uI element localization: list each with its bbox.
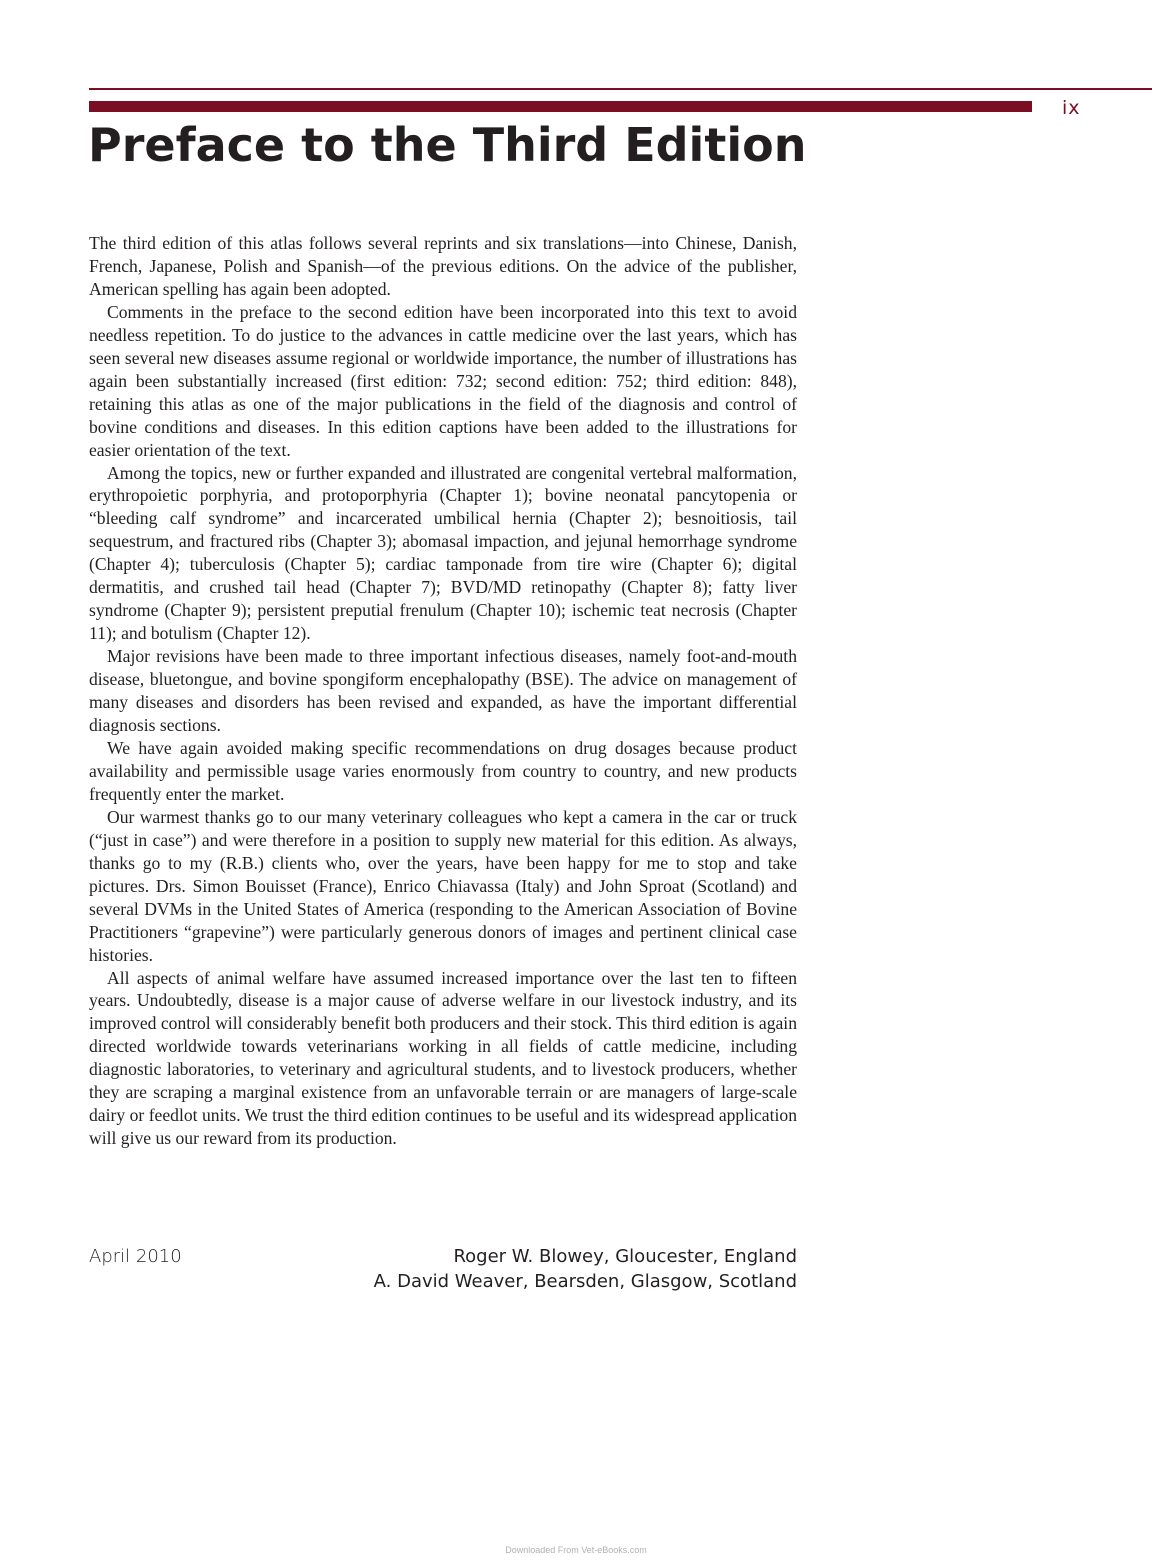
paragraph-6: Our warmest thanks go to our many veterinary colleagues who kept a camera in the car or truck (“just in case”) and were therefore in a position to supply new material for this edition. As always, thanks go to my (R.B.) clients who, over the years, have been happy for me to stop and take pictures. Drs. Simon Bouisset (France), Enrico Chiavassa (Italy) and John Sproat (Scotland) and several DVMs in the United States of America (responding to the American Association of Bovine Practitioners “grapevine”) were particularly generous donors of images and pertinent clinical case histories. [89, 806, 797, 965]
preface-body [89, 232, 797, 1150]
author-line-2: A. David Weaver, Bearsden, Glasgow, Scotland [373, 1271, 797, 1292]
signature-date: April 2010 [89, 1246, 182, 1267]
header-rule-thin [89, 88, 1152, 90]
paragraph-5: We have again avoided making specific recommendations on drug dosages because product availability and permissible usage varies enormously from country to country, and new products frequently enter the market. [89, 737, 797, 804]
paragraph-1: The third edition of this atlas follows several reprints and six translations—into Chinese, Danish, French, Japanese, Polish and Spanish—of the previous editions. On the advice of the publisher, American spelling has again been adopted. [89, 233, 797, 299]
signature-authors [300, 1244, 797, 1294]
paragraph-2: Comments in the preface to the second edition have been incorporated into this text to avoid needless repetition. To do justice to the advances in cattle medicine over the last years, which has seen several new diseases assume regional or worldwide importance, the number of illustrations has again been substantially increased (first edition: 732; second edition: 752; third edition: 848), retaining this atlas as one of the major publications in the field of the diagnosis and control of bovine conditions and diseases. In this edition captions have been added to the illustrations for easier orientation of the text. [89, 301, 797, 460]
page-title: Preface to the Third Edition [88, 118, 807, 172]
page-number: ix [1062, 97, 1081, 119]
download-watermark: Downloaded From Vet-eBooks.com [505, 1545, 647, 1555]
paragraph-3: Among the topics, new or further expanded and illustrated are congenital vertebral malformation, erythropoietic porphyria, and protoporphyria (Chapter 1); bovine neonatal pancytopenia or “bleeding calf syndrome” and incarcerated umbilical hernia (Chapter 2); besnoitiosis, tail sequestrum, and fractured ribs (Chapter 3); abomasal impaction, and jejunal hemorrhage syndrome (Chapter 4); tuberculosis (Chapter 5); cardiac tamponade from tire wire (Chapter 6); digital dermatitis, and crushed tail head (Chapter 7); BVD/MD retinopathy (Chapter 8); fatty liver syndrome (Chapter 9); persistent preputial frenulum (Chapter 10); ischemic teat necrosis (Chapter 11); and botulism (Chapter 12). [89, 462, 797, 644]
paragraph-7: All aspects of animal welfare have assumed increased importance over the last ten to fifteen years. Undoubtedly, disease is a major cause of adverse welfare in our livestock industry, and its improved control will considerably benefit both producers and their stock. This third edition is again directed worldwide towards veterinarians working in all fields of cattle medicine, including diagnostic laboratories, to veterinary and agricultural students, and to livestock producers, whether they are scraping a marginal existence from an unfavorable terrain or are managers of large-scale dairy or feedlot units. We trust the third edition continues to be useful and its widespread application will give us our reward from its production. [89, 967, 797, 1149]
author-line-1: Roger W. Blowey, Gloucester, England [453, 1246, 797, 1267]
header-rule-thick [89, 101, 1032, 112]
paragraph-4: Major revisions have been made to three important infectious diseases, namely foot-and-mouth disease, bluetongue, and bovine spongiform encephalopathy (BSE). The advice on management of many diseases and disorders has been revised and expanded, as have the important differential diagnosis sections. [89, 646, 797, 736]
